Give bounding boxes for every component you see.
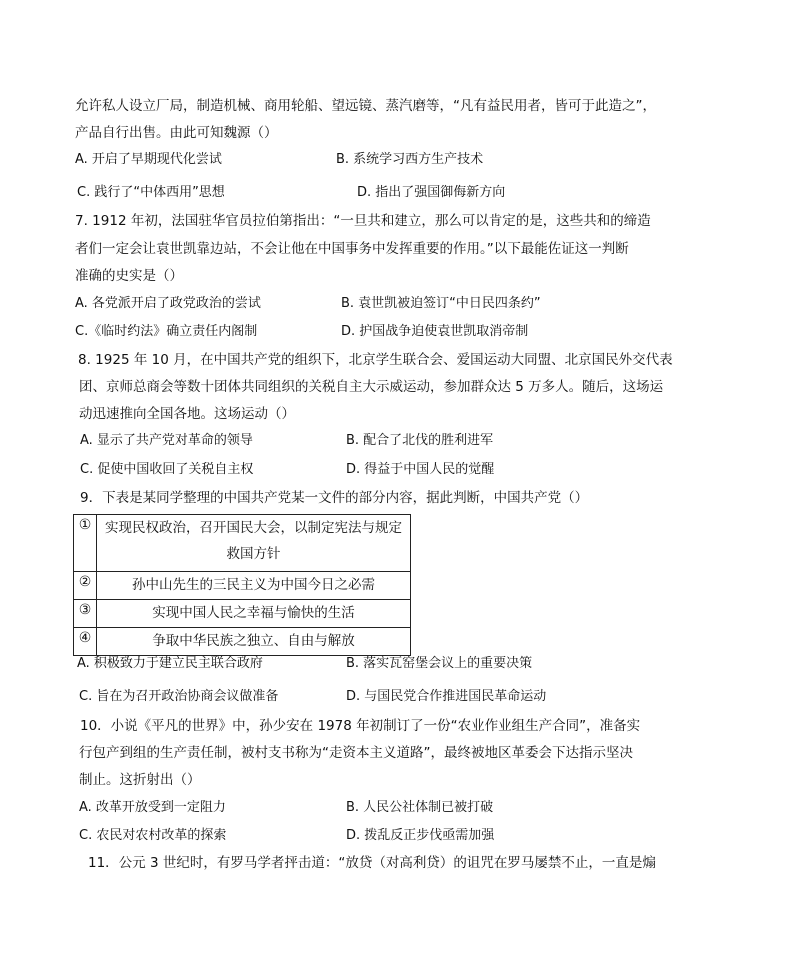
q8-option-d: D. 得益于中国人民的觉醒: [346, 462, 495, 477]
table-row-text-line-1: 实现民权政治，召开国民大会，以制定宪法与规定: [105, 520, 402, 536]
q10-stem-line-3: 制止。这折射出（）: [79, 772, 201, 788]
q8-option-a: A. 显示了共产党对革命的领导: [80, 433, 253, 448]
table-row-number: ②: [74, 572, 97, 600]
q10-option-d: D. 拨乱反正步伐亟需加强: [346, 828, 495, 843]
q8-stem-line-2: 团、京师总商会等数十团体共同组织的关税自主大示威运动，参加群众达 5 万多人。随后，这场运: [79, 379, 664, 395]
q10-option-b: B. 人民公社体制已被打破: [346, 800, 494, 815]
q9-option-a: A. 积极致力于建立民主联合政府: [77, 656, 263, 671]
q6-stem-line-1: 允许私人设立厂局，制造机械、商用轮船、望远镜、蒸汽磨等，“凡有益民用者，皆可于此造之”，: [75, 98, 656, 114]
table-row-text: 争取中华民族之独立、自由与解放: [97, 628, 411, 656]
table-row-text-line-2: 救国方针: [226, 546, 281, 562]
q7-stem-line-3: 准确的史实是（）: [75, 268, 183, 284]
q11-stem-line-1: 11．公元 3 世纪时，有罗马学者抨击道：“放贷（对高利贷）的诅咒在罗马屡禁不止，一直是煽: [88, 855, 656, 871]
q7-option-d: D. 护国战争迫使袁世凯取消帝制: [341, 324, 529, 339]
q8-stem-line-1: 8. 1925 年 10 月，在中国共产党的组织下，北京学生联合会、爱国运动大同盟、北京国民外交代表: [78, 352, 673, 368]
q9-option-d: D. 与国民党合作推进国民革命运动: [346, 689, 547, 704]
q8-option-c: C. 促使中国收回了关税自主权: [80, 462, 254, 477]
q9-option-c: C. 旨在为召开政治协商会议做准备: [79, 689, 279, 704]
q6-option-a: A. 开启了早期现代化尝试: [75, 152, 222, 167]
table-row-number: ④: [74, 628, 97, 656]
table-row: [74, 515, 411, 572]
table-row-text: 孙中山先生的三民主义为中国今日之必需: [97, 572, 411, 600]
q7-option-a: A. 各党派开启了政党政治的尝试: [75, 296, 261, 311]
q7-stem-line-1: 7. 1912 年初，法国驻华官员拉伯第指出：“一旦共和建立，那么可以肯定的是，这些共和的缔造: [75, 213, 651, 229]
q6-option-b: B. 系统学习西方生产技术: [336, 152, 484, 167]
q6-option-c: C. 践行了“中体西用”思想: [77, 185, 225, 200]
q10-stem-line-2: 行包产到组的生产责任制，被村支书称为“走资本主义道路”，最终被地区革委会下达指示坚决: [79, 745, 633, 761]
q6-stem-line-2: 产品自行出售。由此可知魏源（）: [75, 125, 278, 141]
q6-option-d: D. 指出了强国御侮新方向: [357, 185, 506, 200]
table-row-number: ③: [74, 600, 97, 628]
table-row-number: ①: [74, 515, 97, 572]
q9-stem-line-1: 9．下表是某同学整理的中国共产党某一文件的部分内容，据此判断，中国共产党（）: [80, 490, 589, 506]
table-row-text: [97, 515, 411, 572]
q7-stem-line-2: 者们一定会让袁世凯靠边站，不会让他在中国事务中发挥重要的作用。”以下最能佐证这一判断: [75, 241, 629, 257]
q9-document-table: [73, 514, 411, 656]
table-row: [74, 572, 411, 600]
q7-option-c: C.《临时约法》确立责任内阁制: [75, 324, 258, 339]
q9-option-b: B. 落实瓦窑堡会议上的重要决策: [346, 656, 533, 671]
table-row: [74, 600, 411, 628]
q8-stem-line-3: 动迅速推向全国各地。这场运动（）: [79, 406, 295, 422]
q10-option-c: C. 农民对农村改革的探索: [79, 828, 227, 843]
q10-stem-line-1: 10．小说《平凡的世界》中，孙少安在 1978 年初制订了一份“农业作业组生产合同”，准备实: [80, 718, 641, 734]
table-row: [74, 628, 411, 656]
table-row-text: 实现中国人民之幸福与愉快的生活: [97, 600, 411, 628]
q8-option-b: B. 配合了北伐的胜利进军: [346, 433, 494, 448]
q10-option-a: A. 改革开放受到一定阻力: [79, 800, 226, 815]
q7-option-b: B. 袁世凯被迫签订“中日民四条约”: [341, 296, 541, 311]
